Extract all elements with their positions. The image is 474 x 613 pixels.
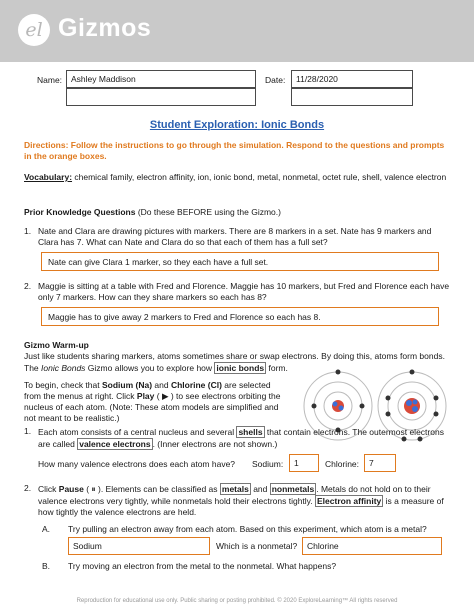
keyword-shells: shells — [238, 427, 263, 437]
warmup-question-2 — [38, 483, 454, 518]
warmup-intro-text: form. — [266, 363, 288, 373]
sodium-selection: Sodium (Na) — [101, 380, 153, 390]
sodium-label: Sodium: — [252, 459, 284, 469]
directions-text: Directions: Follow the instructions to go through the simulation. Respond to the questions and prompts in the orange boxes. — [24, 140, 445, 161]
prior-answer-1[interactable]: Nate can give Clara 1 marker, so they each have a full set. — [41, 252, 439, 271]
keyword-valence-electrons: valence electrons — [79, 439, 151, 449]
part-a-question: Try pulling an electron away from each atom. Based on this experiment, which atom is a metal? — [68, 524, 427, 534]
q2-text: Click — [38, 484, 59, 494]
pause-label: Pause — [58, 484, 84, 494]
name-field-blank[interactable] — [66, 88, 256, 106]
warmup-begin — [24, 380, 286, 424]
valence-prompt: How many valence electrons does each atom have? — [38, 459, 236, 469]
vocabulary-label: Vocabulary: — [24, 172, 73, 182]
q1-text: . (Inner electrons are not shown.) — [152, 439, 278, 449]
sodium-valence-answer[interactable]: 1 — [289, 454, 319, 472]
warmup-intro-gizmo-name: Ionic Bonds — [41, 363, 86, 373]
question-number: 2. — [24, 281, 32, 291]
question-number: 2. — [24, 483, 32, 493]
prior-knowledge-heading — [24, 207, 454, 218]
keyword-ionic-bonds: ionic bonds — [216, 363, 265, 373]
prior-answer-2[interactable]: Maggie has to give away 2 markers to Fred and Florence so each has 8. — [41, 307, 439, 326]
date-label: Date: — [265, 75, 286, 85]
question-number: 1. — [24, 426, 32, 436]
vocabulary-terms: chemical family, electron affinity, ion, ionic bond, metal, nonmetal, octet rule, shell, valence electron — [72, 172, 447, 182]
part-b-question: Try moving an electron from the metal to the nonmetal. What happens? — [68, 561, 337, 571]
begin-text: ( ▶ ) to see electrons orbiting the nucleus of each atom. (Note: These atom models are simplified and not meant to be realistic.) — [24, 391, 281, 423]
q1-text: Each atom consists of a central nucleus and several — [38, 427, 237, 437]
prior-question-2: Maggie is sitting at a table with Fred and Florence. Maggie has 10 markers, but Fred and Florence each have only 7 markers. How can they share markers so each has 8? — [38, 281, 450, 302]
nonmetal-prompt: Which is a nonmetal? — [216, 541, 298, 551]
name-label: Name: — [37, 75, 63, 85]
nonmetal-answer[interactable]: Chlorine — [302, 537, 442, 555]
chlorine-label: Chlorine: — [325, 459, 360, 469]
part-a-label: A. — [42, 524, 51, 534]
q2-text: is a measure of how tightly the valence electrons are held. — [38, 496, 444, 517]
play-label: Play — [136, 391, 155, 401]
chlorine-valence-answer[interactable]: 7 — [364, 454, 396, 472]
prior-question-1: Nate and Clara are drawing pictures with markers. There are 8 markers in a set. Nate has 9 markers and Clara has 7. What can Nate and Clara do so that each of them has a full set? — [38, 226, 432, 247]
name-field[interactable]: Ashley Maddison — [66, 70, 256, 88]
gizmos-banner — [0, 0, 474, 62]
date-field[interactable]: 11/28/2020 — [291, 70, 413, 88]
keyword-nonmetals: nonmetals — [271, 484, 315, 494]
warmup-intro-text: Just like students sharing markers, atoms sometimes share or swap electrons. By doing this, atoms form bonds. The — [24, 351, 445, 373]
begin-text: are selected from the menus at right. Click — [24, 380, 271, 401]
q1-text: that contain electrons. The outermost electrons are called — [38, 427, 444, 449]
chlorine-selection: Chlorine (Cl) — [170, 380, 222, 390]
begin-text: To begin, check that — [24, 380, 102, 390]
prior-knowledge-note: (Do these BEFORE using the Gizmo.) — [135, 207, 281, 217]
question-number: 1. — [24, 226, 32, 236]
part-b-label: B. — [42, 561, 51, 571]
keyword-metals: metals — [221, 484, 249, 494]
metal-answer[interactable]: Sodium — [68, 537, 210, 555]
date-field-blank[interactable] — [291, 88, 413, 106]
prior-knowledge-title: Prior Knowledge Questions — [24, 207, 136, 217]
warmup-intro-text: Gizmo allows you to explore how — [85, 363, 215, 373]
vocabulary-paragraph — [24, 172, 454, 183]
q2-text: . Metals do not hold on to their valence electrons very tightly, while nonmetals hold their electrons tightly. — [38, 484, 431, 506]
gizmos-wordmark: Gizmos — [58, 14, 152, 42]
warmup-heading: Gizmo Warm-up — [24, 340, 89, 350]
q2-text: ( ⏸ ). Elements can be classified as — [83, 484, 220, 494]
explorelearning-logo-icon: el — [18, 14, 50, 46]
warmup-question-1 — [38, 426, 454, 450]
q2-text: and — [250, 484, 270, 494]
keyword-electron-affinity: Electron affinity — [317, 496, 382, 506]
copyright-footer: Reproduction for educational use only. Public sharing or posting prohibited. © 2020 ExploreLearning™ All rights reserved — [76, 598, 398, 604]
begin-text: and — [152, 380, 171, 390]
page-title: Student Exploration: Ionic Bonds — [149, 119, 325, 131]
